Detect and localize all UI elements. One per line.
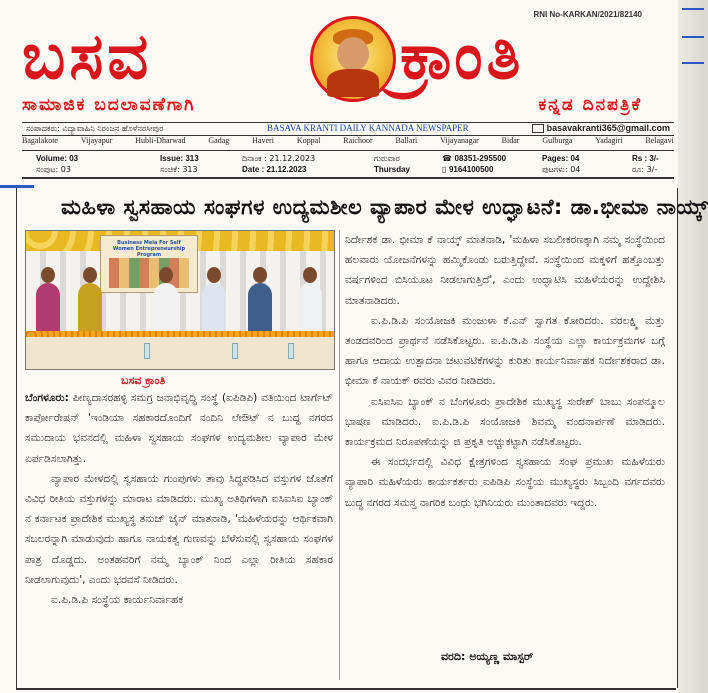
article-headline: ಮಹಿಳಾ ಸ್ವಸಹಾಯ ಸಂಘಗಳ ಉದ್ಯಮಶೀಲ ವ್ಯಾಪಾರ ಮೇಳ ಉದ್ಘಾಟನೆ: ಡಾ.ಭೀಮಾ ನಾಯ್ಕ್ (61, 195, 708, 219)
pages-kn: ಪುಟಗಳು: 04 (542, 165, 581, 174)
city-item: Raichoor (343, 136, 373, 145)
paragraph (25, 388, 333, 469)
column-divider (339, 230, 340, 680)
guest-head (41, 267, 55, 283)
issue-meta-bar (22, 150, 674, 179)
guest-2 (78, 283, 102, 337)
tagline-social-change: ಸಾಮಾಜಿಕ ಬದಲಾವಣೆಗಾಗಿ (22, 95, 196, 115)
banner-text: Business Mela For Self Women Entrepreneurship Program (112, 240, 186, 258)
water-bottle (144, 343, 150, 359)
email-text: basavakranti365@gmail.com (546, 123, 670, 133)
banner-photos (109, 258, 189, 288)
event-photo (25, 230, 335, 370)
bleed-line (682, 36, 704, 38)
phone-cell (442, 153, 506, 175)
face-shape (337, 37, 369, 71)
article-byline: ವರದಿ: ಅಯ್ಯಣ್ಣ ಮಾಸ್ಟರ್ (441, 650, 534, 663)
guest-head (303, 267, 317, 283)
day-cell (374, 153, 410, 175)
day-kn: ಗುರುವಾರ (374, 154, 400, 163)
date-en: Date : 21.12.2023 (242, 165, 307, 174)
water-bottle (288, 343, 294, 359)
bleed-line (682, 8, 704, 10)
day-en: Thursday (374, 165, 411, 174)
bottom-rule (16, 688, 676, 690)
phone-2: 9164100500 (448, 165, 494, 174)
paragraph-text: ಪೀಣ್ಯದಾಸರಹಳ್ಳಿ ಸಮಗ್ರ ಜನಾಭಿವೃದ್ಧಿ ಸಂಸ್ಥೆ (ಐಪಿಡಿಪಿ) ವತಿಯಿಂದ ಟಾರ್ಗೆಟ್ ಕಾರ್ಪೋರೇಷನ್ 'ಇಂಡಿಯಾ ಸಹಕಾರದೊಂದಿಗೆ ನಂದಿನಿ ಲೇಔಟ್ ನ ಬುದ್ಧ ನಗರದ ಸಮುದಾಯ ಭವನದಲ್ಲಿ ಮಹಿಳಾ ಸ್ವಸಹಾಯ ಸಂಘಗಳ ಉದ್ಯಮಶೀಲ ವ್ಯಾಪಾರ ಮೇಳ ಏರ್ಪಡಿಸಲಾಗಿತ್ತು. (25, 392, 333, 465)
guest-head (253, 267, 267, 283)
city-item: Yadagiri (595, 136, 623, 145)
mail-icon (532, 124, 544, 133)
date-kn: ದಿನಾಂಕ : 21.12.2023 (242, 154, 316, 163)
city-item: Gadag (208, 136, 230, 145)
city-item: Koppal (296, 136, 321, 145)
price-kn: ರೂ: 3/- (632, 165, 658, 174)
guest-head (83, 267, 97, 283)
volume-kn: ಸಂಪುಟ: 03 (36, 165, 71, 174)
basavanna-emblem-icon (310, 16, 396, 102)
price-en: Rs : 3/- (632, 154, 659, 163)
masthead (10, 0, 682, 180)
city-item: Vijayapur (80, 136, 113, 145)
paragraph: ಈ ಸಂದರ್ಭದಲ್ಲಿ ವಿವಿಧ ಕ್ಷೇತ್ರಗಳಿಂದ ಸ್ವಸಹಾಯ ಸಂಘ ಪ್ರಮುಖ ಮಹಿಳೆಯರು ವ್ಯಾಪಾರಿ ಮಹಿಳೆಯರು ಕಾರ್ಯಕರ್ತರು ಐಪಿಡಿಪಿ ಸಂಸ್ಥೆಯ ಮುಖ್ಯಸ್ಥರು ಸಿಬ್ಬಂದಿ ವರ್ಗದವರು ಬುದ್ಧ ನಗರದ ಸಮಸ್ತ ನಾಗರಿಕ ಬಂಧು ಭಗಿನಿಯರು ಮುಂತಾದವರು ಇದ್ದರು. (345, 456, 665, 509)
city-list (22, 136, 674, 148)
article-column-1 (25, 388, 333, 610)
info-bar (22, 122, 674, 136)
mobile-icon: ▯ (442, 165, 449, 174)
date-cell (242, 153, 315, 175)
guest-6 (298, 283, 322, 337)
phone-1: 08351-295500 (454, 154, 507, 163)
city-item: Gulburga (542, 136, 573, 145)
bleed-line (682, 62, 704, 64)
pages-en: Pages: 04 (542, 154, 580, 163)
newspaper-name: BASAVA KRANTI DAILY KANNADA NEWSPAPER (267, 123, 469, 133)
city-item: Bagalakote (22, 136, 58, 145)
volume-en: Volume: 03 (36, 154, 79, 163)
article (16, 188, 708, 688)
price-cell (632, 153, 659, 175)
robe-shape (327, 69, 379, 97)
editor-line: ಸಂಪಾದಕರು: ವಿದ್ಯಾವಾಹಿನಿ ನಿರಂಜನ ಹೊಳೆನರಸೀಪುರ (26, 124, 164, 133)
rni-number: RNI No-KARKAN/2021/82140 (533, 10, 642, 19)
title-basava: ಬಸವ (22, 20, 153, 94)
paragraph: ಐಸಿಐಸಿಐ ಬ್ಯಾಂಕ್ ನ ಬೆಂಗಳೂರು ಪ್ರಾದೇಶಿಕ ಮುಖ್ಯಸ್ಥ ಸುರೇಶ್ ಬಾಬು ಸಂಪನ್ಮೂಲ ಭಾಷಣ ಮಾಡಿದರು. ಐ.ಪಿ.ಡಿ.ಪಿ ಸಂಯೋಜಕಿ ಶಿವಮ್ಮ ವಂದನಾರ್ಪಣೆ ಮಾಡಿದರು. ಕಾರ್ಯಕ್ರಮದ ನಿರೂಪಣೆಯನ್ನು ಜಿ ಪ್ರಕೃತಿ ಅಚ್ಚುಕಟ್ಟಾಗಿ ನಡೆಸಿಕೊಟ್ಟರು. (345, 395, 665, 449)
guest-1 (36, 283, 60, 337)
event-banner (100, 235, 198, 293)
adjacent-page-edge (678, 0, 708, 693)
tagline-kannada-daily: ಕನ್ನಡ ದಿನಪತ್ರಿಕೆ (538, 95, 642, 115)
paragraph: ವ್ಯಾಪಾರ ಮೇಳದಲ್ಲಿ ಸ್ವಸಹಾಯ ಗುಂಪುಗಳು ತಾವು ಸಿದ್ಧಪಡಿಸಿದ ವಸ್ತುಗಳ ಜೊತೆಗೆ ವಿವಿಧ ರೀತಿಯ ವಸ್ತುಗಳನ್ನು ಮಾರಾಟ ಮಾಡಿದರು. ಮುಖ್ಯ ಅತಿಥಿಗಳಾಗಿ ಐಸಿಐಸಿಐ ಬ್ಯಾಂಕ್ ನ ಕರ್ನಾಟಕ ಪ್ರಾದೇಶಿಕ ಮುಖ್ಯಸ್ಥ ತನುಜ್ ಜೈನ್ ಮಾತನಾಡಿ, 'ಮಹಿಳೆಯರನ್ನು ಆರ್ಥಿಕವಾಗಿ ಸಬಲರನ್ನಾಗಿ ಮಾಡುವುದು ಹಾಗೂ ನಾಯಕತ್ವ ಗುಣವನ್ನು ಬೆಳೆಸುವಲ್ಲಿ ಸ್ವಸಹಾಯ ಸಂಘಗಳ ಪಾತ್ರ ದೊಡ್ಡದು. ಅಂತಹವರಿಗೆ ನಮ್ಮ ಬ್ಯಾಂಕ್ ನಿಂದ ಎಲ್ಲಾ ರೀತಿಯ ಸಹಕಾರ ನೀಡಲಾಗುವುದು', ಎಂದು ಭರವಸೆ ನೀಡಿದರು. (25, 472, 333, 586)
guest-head (159, 267, 173, 283)
guest-head (207, 267, 221, 283)
pages-cell (542, 153, 580, 175)
issue-en: Issue: 313 (160, 154, 199, 163)
photo-caption: ಬಸವ ಕ್ರಾಂತಿ (121, 374, 166, 387)
title-kranti: ಕ್ರಾಂತಿ (400, 20, 525, 94)
city-item: Ballari (395, 136, 418, 145)
volume-cell (36, 153, 78, 175)
guest-3 (154, 283, 178, 337)
paragraph: ನಿರ್ದೇಶಕ ಡಾ. ಭೀಮಾ ಕೆ ನಾಯ್ಕ್ ಮಾತನಾಡಿ, 'ಮಹಿಳಾ ಸಬಲೀಕರಣಕ್ಕಾಗಿ ನಮ್ಮ ಸಂಸ್ಥೆಯಿಂದ ಹಲವಾರು ಯೋಜನೆಗಳನ್ನು ಹಮ್ಮಿಕೊಂಡು ಬರುತ್ತಿದ್ದೇವೆ. ಸಂಸ್ಥೆಯಿಂದ ಮಕ್ಕಳಿಗೆ ಹತ್ತೊಂಬತ್ತು ವರ್ಷಗಳಿಂದ ಬಿಸಿಯೂಟ ನೀಡಲಾಗುತ್ತಿದೆ', ಎಂದು ಉದ್ಘಾಟಿಸಿ ಮಹಿಳೆಯರನ್ನು ಉದ್ದೇಶಿಸಿ ಮಾತನಾಡಿದರು. (345, 234, 665, 307)
water-bottle (232, 343, 238, 359)
paragraph: ಐ.ಪಿ.ಡಿ.ಪಿ ಸಂಸ್ಥೆಯ ಕಾರ್ಯನಿರ್ವಾಹಕ (51, 594, 184, 607)
paragraph: ಐ.ಪಿ.ಡಿ.ಪಿ ಸಂಯೋಜಕಿ ಮಂಜುಳಾ ಕೆ.ಎನ್ ಸ್ವಾಗತ ಕೋರಿದರು. ವರಲಕ್ಷ್ಮಿ ಮತ್ತು ತಂಡದವರಿಂದ ಪ್ರಾರ್ಥನೆ ನಡೆಸಿಕೊಟ್ಟರು. ಐ.ಪಿ.ಡಿ.ಪಿ ಸಂಸ್ಥೆಯ ಎಲ್ಲಾ ಕಾರ್ಯಕ್ರಮಗಳ ಬಗ್ಗೆ ಹಾಗೂ ಆದಾಯ ಉತ್ಪಾದನಾ ಚಟುವಟಿಕೆಗಳನ್ನು ಕುರಿತು ಕಾರ್ಯನಿರ್ವಾಹಕ ನಿರ್ದೇಶಕರಾದ ಡಾ. ಭೀಮಾ ಕೆ ನಾಯಕ್ ರವರು ವಿವರ ನೀಡಿದರು. (345, 314, 665, 388)
guest-5 (248, 283, 272, 337)
guest-4 (202, 283, 226, 337)
city-item: Bidar (501, 136, 520, 145)
email-contact[interactable] (532, 123, 670, 133)
city-item: Haveri (252, 136, 274, 145)
city-item: Vijayanagar (440, 136, 479, 145)
city-item: Belagavi (645, 136, 674, 145)
dateline: ಬೆಂಗಳೂರು: (25, 392, 69, 404)
city-item: Hubli-Dharwad (135, 136, 186, 145)
phone-icon: ☎ (442, 154, 455, 163)
article-column-2 (345, 230, 665, 513)
issue-kn: ಸಂಚಿಕೆ: 313 (160, 165, 198, 174)
issue-cell (160, 153, 199, 175)
